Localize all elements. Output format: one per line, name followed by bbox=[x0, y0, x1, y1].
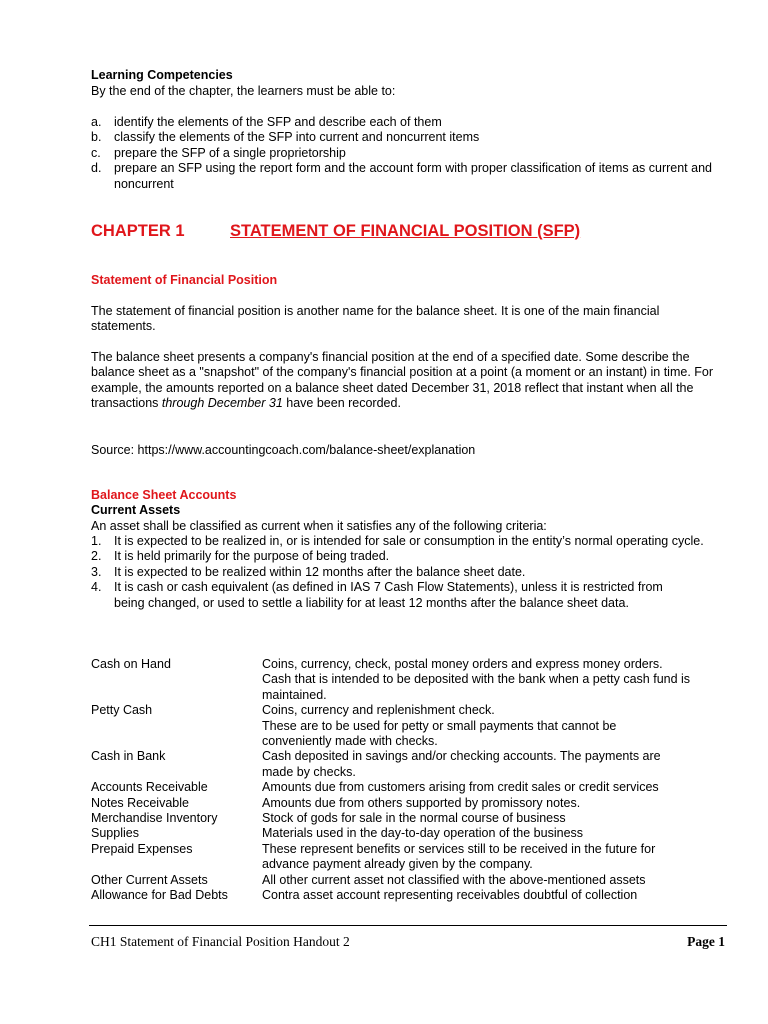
chapter-title: STATEMENT OF FINANCIAL POSITION (SFP) bbox=[230, 222, 581, 240]
account-term: Allowance for Bad Debts bbox=[91, 888, 228, 903]
account-definition: These represent benefits or services still to be received in the future for advance payment already given by the company. bbox=[262, 841, 656, 872]
list-item-text: classify the elements of the SFP into current and noncurrent items bbox=[114, 130, 480, 145]
list-marker: b. bbox=[91, 130, 102, 145]
table-row bbox=[91, 888, 711, 903]
section-heading-accounts: Balance Sheet Accounts bbox=[91, 488, 237, 502]
list-item bbox=[91, 146, 711, 161]
subheading-current-assets: Current Assets bbox=[91, 503, 181, 517]
table-row bbox=[91, 657, 711, 703]
account-term: Prepaid Expenses bbox=[91, 841, 193, 856]
accounts-table bbox=[91, 657, 711, 904]
list-item bbox=[91, 161, 719, 192]
list-item-text: It is expected to be realized in, or is intended for sale or consumption in the entity’s normal operating cycle. bbox=[114, 534, 704, 548]
account-term: Cash in Bank bbox=[91, 749, 166, 764]
table-row bbox=[91, 703, 711, 749]
list-marker: 3. bbox=[91, 564, 102, 579]
chapter-number: CHAPTER 1 bbox=[91, 222, 185, 240]
account-term: Accounts Receivable bbox=[91, 780, 208, 795]
account-definition: Coins, currency and replenishment check. These are to be used for petty or small payments that cannot be conveniently made with checks. bbox=[262, 703, 617, 749]
source-citation: Source: https://www.accountingcoach.com/balance-sheet/explanation bbox=[91, 443, 476, 457]
list-item-text: It is expected to be realized within 12 months after the balance sheet date. bbox=[114, 564, 526, 579]
account-definition: Amounts due from others supported by promissory notes. bbox=[262, 795, 581, 810]
account-definition: All other current asset not classified with the above-mentioned assets bbox=[262, 872, 646, 887]
page-number: Page 1 bbox=[687, 934, 725, 949]
paragraph-emphasis: through December 31 bbox=[161, 396, 283, 411]
learning-competencies-list bbox=[91, 115, 711, 192]
list-marker: a. bbox=[91, 115, 102, 129]
account-term: Notes Receivable bbox=[91, 795, 189, 810]
account-term: Cash on Hand bbox=[91, 657, 171, 671]
footer-title: CH1 Statement of Financial Position Handout 2 bbox=[91, 934, 350, 949]
table-row bbox=[91, 796, 711, 811]
table-row bbox=[91, 842, 711, 873]
criteria-intro: An asset shall be classified as current when it satisfies any of the following criteria: bbox=[91, 519, 547, 533]
section-heading-sfp: Statement of Financial Position bbox=[91, 273, 278, 287]
account-definition: Stock of gods for sale in the normal course of business bbox=[262, 811, 566, 826]
list-item bbox=[91, 534, 716, 549]
account-term: Petty Cash bbox=[91, 703, 153, 718]
table-row bbox=[91, 826, 711, 841]
account-term: Supplies bbox=[91, 826, 139, 841]
paragraph-text: The balance sheet presents a company's financial position at the end of a specified date. Some describe the balance sheet as a "snapshot" of the company's financial position at a point (a moment or an instant) in time. For example, the amounts reported on a balance sheet dated December 31, 2018 reflect that instant when all the transactions bbox=[91, 350, 714, 411]
paragraph-sfp-definition: The statement of financial position is another name for the balance sheet. It is one of the main financial statements. bbox=[91, 304, 660, 334]
learning-competencies-intro: By the end of the chapter, the learners must be able to: bbox=[91, 84, 396, 98]
account-term: Merchandise Inventory bbox=[91, 811, 218, 826]
list-item bbox=[91, 580, 674, 611]
list-item bbox=[91, 549, 716, 564]
list-marker: d. bbox=[91, 161, 102, 176]
account-definition: Contra asset account representing receivables doubtful of collection bbox=[262, 888, 638, 903]
account-term: Other Current Assets bbox=[91, 872, 208, 887]
account-definition: Coins, currency, check, postal money orders and express money orders. Cash that is intended to be deposited with the bank when a petty cash fund is maintained. bbox=[262, 657, 691, 702]
list-item-text: prepare an SFP using the report form and the account form with proper classification of items as current and noncurrent bbox=[114, 161, 712, 191]
learning-competencies-title: Learning Competencies bbox=[91, 68, 233, 82]
table-row bbox=[91, 811, 711, 826]
criteria-list bbox=[91, 534, 716, 611]
list-item-text: prepare the SFP of a single proprietorship bbox=[114, 145, 346, 160]
list-marker: 2. bbox=[91, 549, 102, 564]
footer-divider bbox=[89, 925, 727, 926]
list-item bbox=[91, 115, 711, 130]
list-marker: c. bbox=[91, 145, 101, 160]
account-definition: Materials used in the day-to-day operation of the business bbox=[262, 826, 584, 841]
table-row bbox=[91, 780, 711, 795]
chapter-heading bbox=[91, 221, 580, 241]
table-row bbox=[91, 873, 711, 888]
list-item-text: It is held primarily for the purpose of being traded. bbox=[114, 549, 390, 564]
list-marker: 4. bbox=[91, 580, 102, 595]
paragraph-text: have been recorded. bbox=[282, 396, 401, 411]
list-item bbox=[91, 130, 711, 145]
account-definition: Cash deposited in savings and/or checking accounts. The payments are made by checks. bbox=[262, 749, 661, 779]
table-row bbox=[91, 749, 711, 780]
paragraph-balance-sheet bbox=[91, 350, 716, 412]
list-marker: 1. bbox=[91, 534, 102, 548]
list-item-text: It is cash or cash equivalent (as defined in IAS 7 Cash Flow Statements), unless it is restricted from being changed, or used to settle a liability for at least 12 months after the balance sheet data. bbox=[114, 580, 663, 610]
list-item-text: identify the elements of the SFP and describe each of them bbox=[114, 115, 442, 129]
list-item bbox=[91, 565, 716, 580]
account-definition: Amounts due from customers arising from credit sales or credit services bbox=[262, 780, 659, 795]
